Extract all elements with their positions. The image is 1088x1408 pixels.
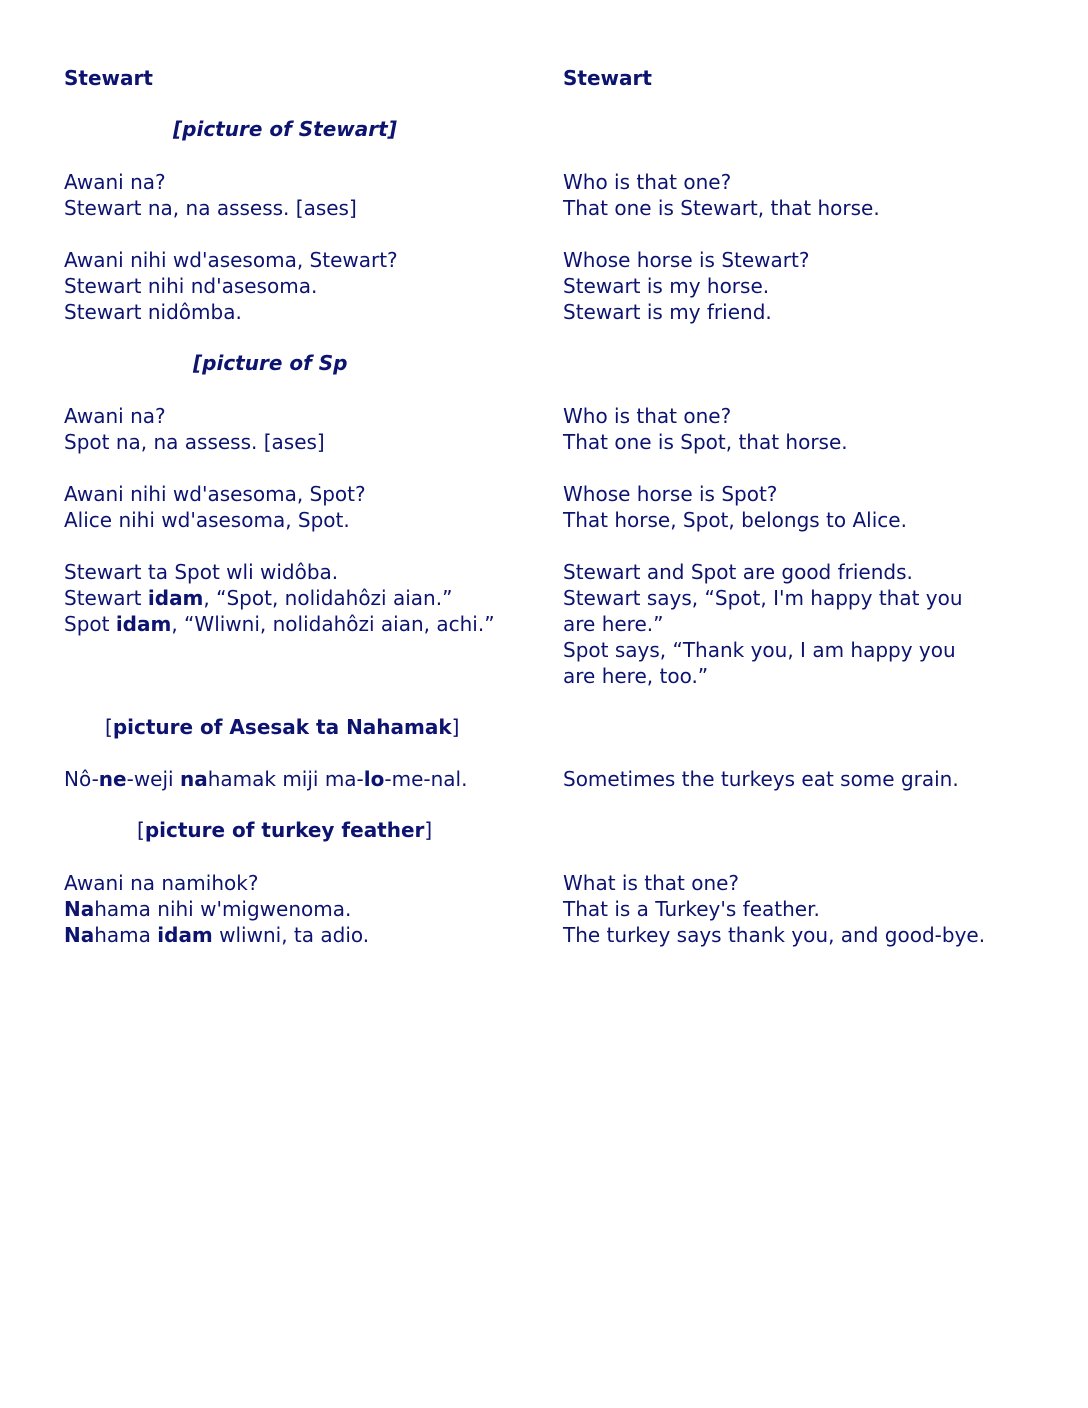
spot-says-native: Spot idam, “Wliwni, nolidahôzi aian, achi.” — [64, 612, 495, 636]
stewart-my-horse-native: Stewart nihi nd'asesoma. — [64, 274, 318, 298]
spot-belongs-native: Alice nihi wd'asesoma, Spot. — [64, 508, 350, 532]
feather-answer-native: Nahama nihi w'migwenoma. — [64, 897, 352, 921]
spot-answer-english: That one is Spot, that horse. — [563, 430, 848, 454]
stewart-answer-english: That one is Stewart, that horse. — [563, 196, 880, 220]
caption-picture-of-spot: [picture of Sp — [193, 351, 348, 375]
spot-question-native: Awani na? — [64, 404, 166, 428]
spot-question-english: Who is that one? — [563, 404, 732, 428]
stewart-question-native: Awani na? — [64, 170, 166, 194]
feather-answer-english: That is a Turkey's feather. — [563, 897, 820, 921]
turkey-says-english: The turkey says thank you, and good-bye. — [563, 923, 986, 947]
spot-belongs-english: That horse, Spot, belongs to Alice. — [563, 508, 907, 532]
spot-answer-native: Spot na, na assess. [ases] — [64, 430, 325, 454]
stewart-answer-native: Stewart na, na assess. [ases] — [64, 196, 357, 220]
stewart-my-friend-english: Stewart is my friend. — [563, 300, 772, 324]
caption-picture-of-turkey-feather: [picture of turkey feather] — [137, 818, 433, 842]
turkey-says-native: Nahama idam wliwni, ta adio. — [64, 923, 370, 947]
stewart-says-english-2: are here.” — [563, 612, 664, 636]
left-title: Stewart — [64, 66, 153, 90]
stewart-my-horse-english: Stewart is my horse. — [563, 274, 770, 298]
feather-question-native: Awani na namihok? — [64, 871, 259, 895]
caption-picture-of-asesak: [picture of Asesak ta Nahamak] — [105, 715, 460, 739]
spot-whose-english: Whose horse is Spot? — [563, 482, 778, 506]
spot-says-english-1: Spot says, “Thank you, I am happy you — [563, 638, 956, 662]
friends-english: Stewart and Spot are good friends. — [563, 560, 913, 584]
turkeys-english: Sometimes the turkeys eat some grain. — [563, 767, 959, 791]
caption-picture-of-stewart: [picture of Stewart] — [173, 117, 397, 141]
stewart-says-english-1: Stewart says, “Spot, I'm happy that you — [563, 586, 963, 610]
turkeys-native: Nô-ne-weji nahamak miji ma-lo-me-nal. — [64, 767, 468, 791]
stewart-says-native: Stewart idam, “Spot, nolidahôzi aian.” — [64, 586, 453, 610]
stewart-my-friend-native: Stewart nidômba. — [64, 300, 242, 324]
friends-native: Stewart ta Spot wli widôba. — [64, 560, 339, 584]
right-title: Stewart — [563, 66, 652, 90]
spot-whose-native: Awani nihi wd'asesoma, Spot? — [64, 482, 366, 506]
stewart-question-english: Who is that one? — [563, 170, 732, 194]
spot-says-english-2: are here, too.” — [563, 664, 709, 688]
stewart-whose-english: Whose horse is Stewart? — [563, 248, 810, 272]
stewart-whose-native: Awani nihi wd'asesoma, Stewart? — [64, 248, 398, 272]
feather-question-english: What is that one? — [563, 871, 740, 895]
